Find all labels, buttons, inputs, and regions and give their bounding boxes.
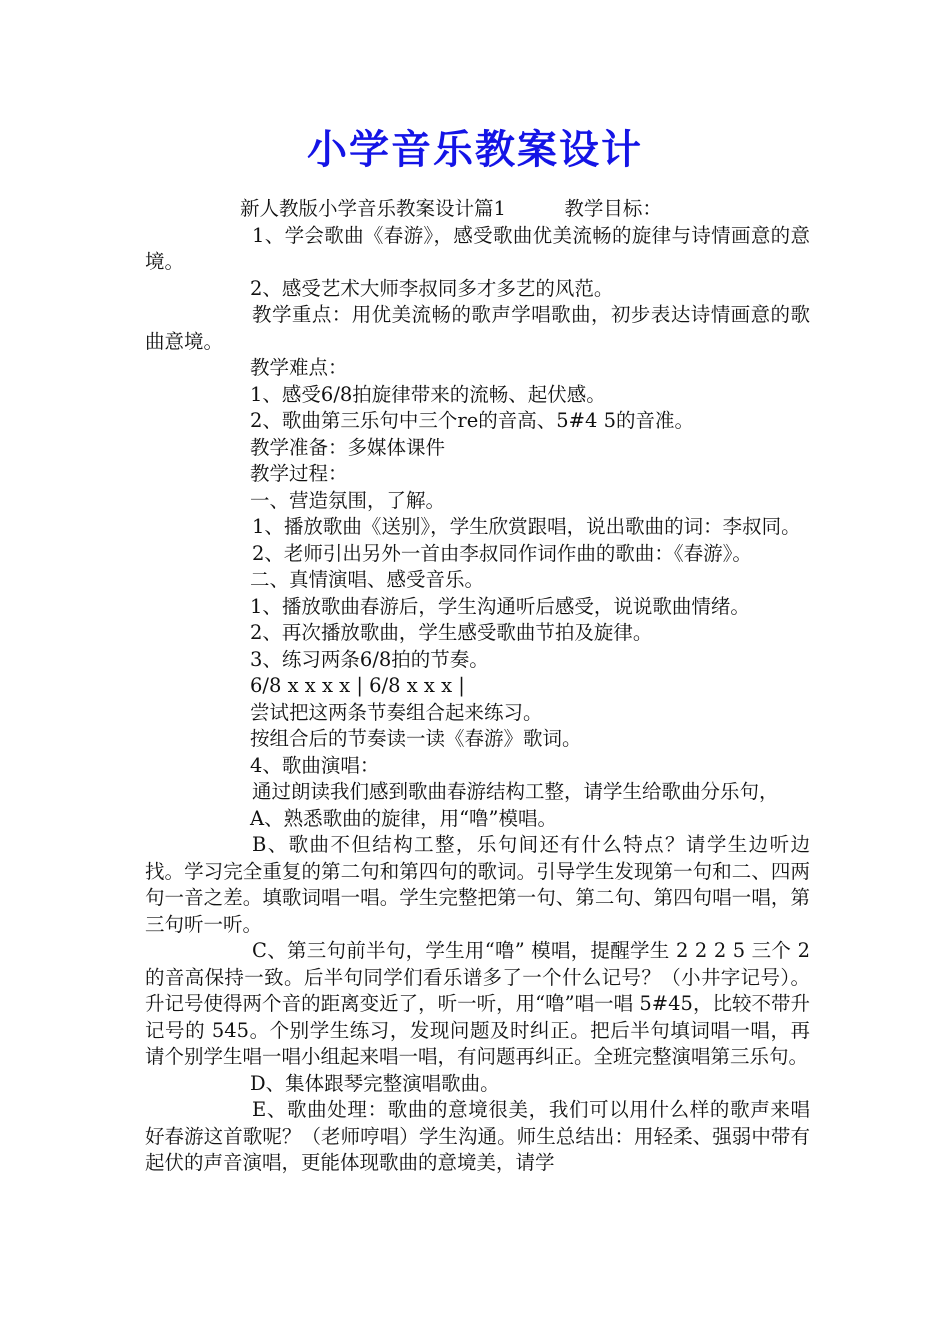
paragraph: 1、学会歌曲《春游》，感受歌曲优美流畅的旋律与诗情画意的意境。 [145,223,810,273]
paragraph: 2、歌曲第三乐句中三个re的音高、5#4 5的音准。 [250,409,695,432]
paragraph: 教学重点：用优美流畅的歌声学唱歌曲，初步表达诗情画意的歌曲意境。 [145,303,810,353]
paragraph: 4、歌曲演唱： [250,753,380,777]
paragraph: 3、练习两条6/8拍的节奏。 [250,647,489,671]
paragraph: 2、老师引出另外一首由李叔同作词作曲的歌曲：《春游》。 [252,541,752,565]
paragraph: 6/8 x x x x | 6/8 x x x | [250,674,465,697]
paragraph: 教学难点： [250,356,348,379]
paragraph: 1、播放歌曲春游后，学生沟通听后感受，说说歌曲情绪。 [250,594,750,618]
paragraph: 2、感受艺术大师李叔同多才多艺的风范。 [250,276,614,300]
paragraph: 2、再次播放歌曲，学生感受歌曲节拍及旋律。 [250,621,653,644]
paragraph: 一、营造氛围，了解。 [250,488,446,512]
paragraph: A、熟悉歌曲的旋律，用“噜”模唱。 [250,806,558,830]
document-title: 小学音乐教案设计 [307,126,643,173]
paragraph: 通过朗读我们感到歌曲春游结构工整，请学生给歌曲分乐句， [252,780,779,803]
paragraph: 教学准备：多媒体课件 [250,435,446,459]
paragraph: 尝试把这两条节奏组合起来练习。 [250,700,543,724]
paragraph: 教学过程： [250,462,348,485]
paragraph: 1、播放歌曲《送别》，学生欣赏跟唱，说出歌曲的词：李叔同。 [252,515,801,538]
paragraph: B、歌曲不但结构工整，乐句间还有什么特点？请学生边听边找。学习完全重复的第二句和第四句的歌词。引导学生发现第一句和二、四两句一音之差。填歌词唱一唱。学生完整把第一句、第二句、第四句唱一唱，第三句听一听。 [145,833,810,936]
paragraph: 二、真情演唱、感受音乐。 [250,568,485,591]
paragraph: D、集体跟琴完整演唱歌曲。 [250,1071,500,1095]
document-body [145,196,810,1177]
paragraph: 1、感受6/8拍旋律带来的流畅、起伏感。 [250,382,606,406]
paragraph: 新人教版小学音乐教案设计篇1 教学目标： [240,197,662,220]
paragraph: C、第三句前半句，学生用“噜” 模唱，提醒学生 2 2 2 5 三个 2 的音高保持一致。后半句同学们看乐谱多了一个什么记号？（小井字记号）。升记号使得两个音的距离变近了，听一听，用“噜”唱一唱 5#45，比较不带升记号的 545。个别学生练习，发现问题及时纠正。把后半句填词唱一唱，再请个别学生唱一唱小组起来唱一唱，有问题再纠正。全班完整演唱第三乐句。 [145,939,810,1068]
paragraph: E、歌曲处理：歌曲的意境很美，我们可以用什么样的歌声来唱好春游这首歌呢？（老师哼唱）学生沟通。师生总结出：用轻柔、强弱中带有起伏的声音演唱，更能体现歌曲的意境美，请学 [145,1098,810,1174]
paragraph: 按组合后的节奏读一读《春游》歌词。 [250,727,582,750]
